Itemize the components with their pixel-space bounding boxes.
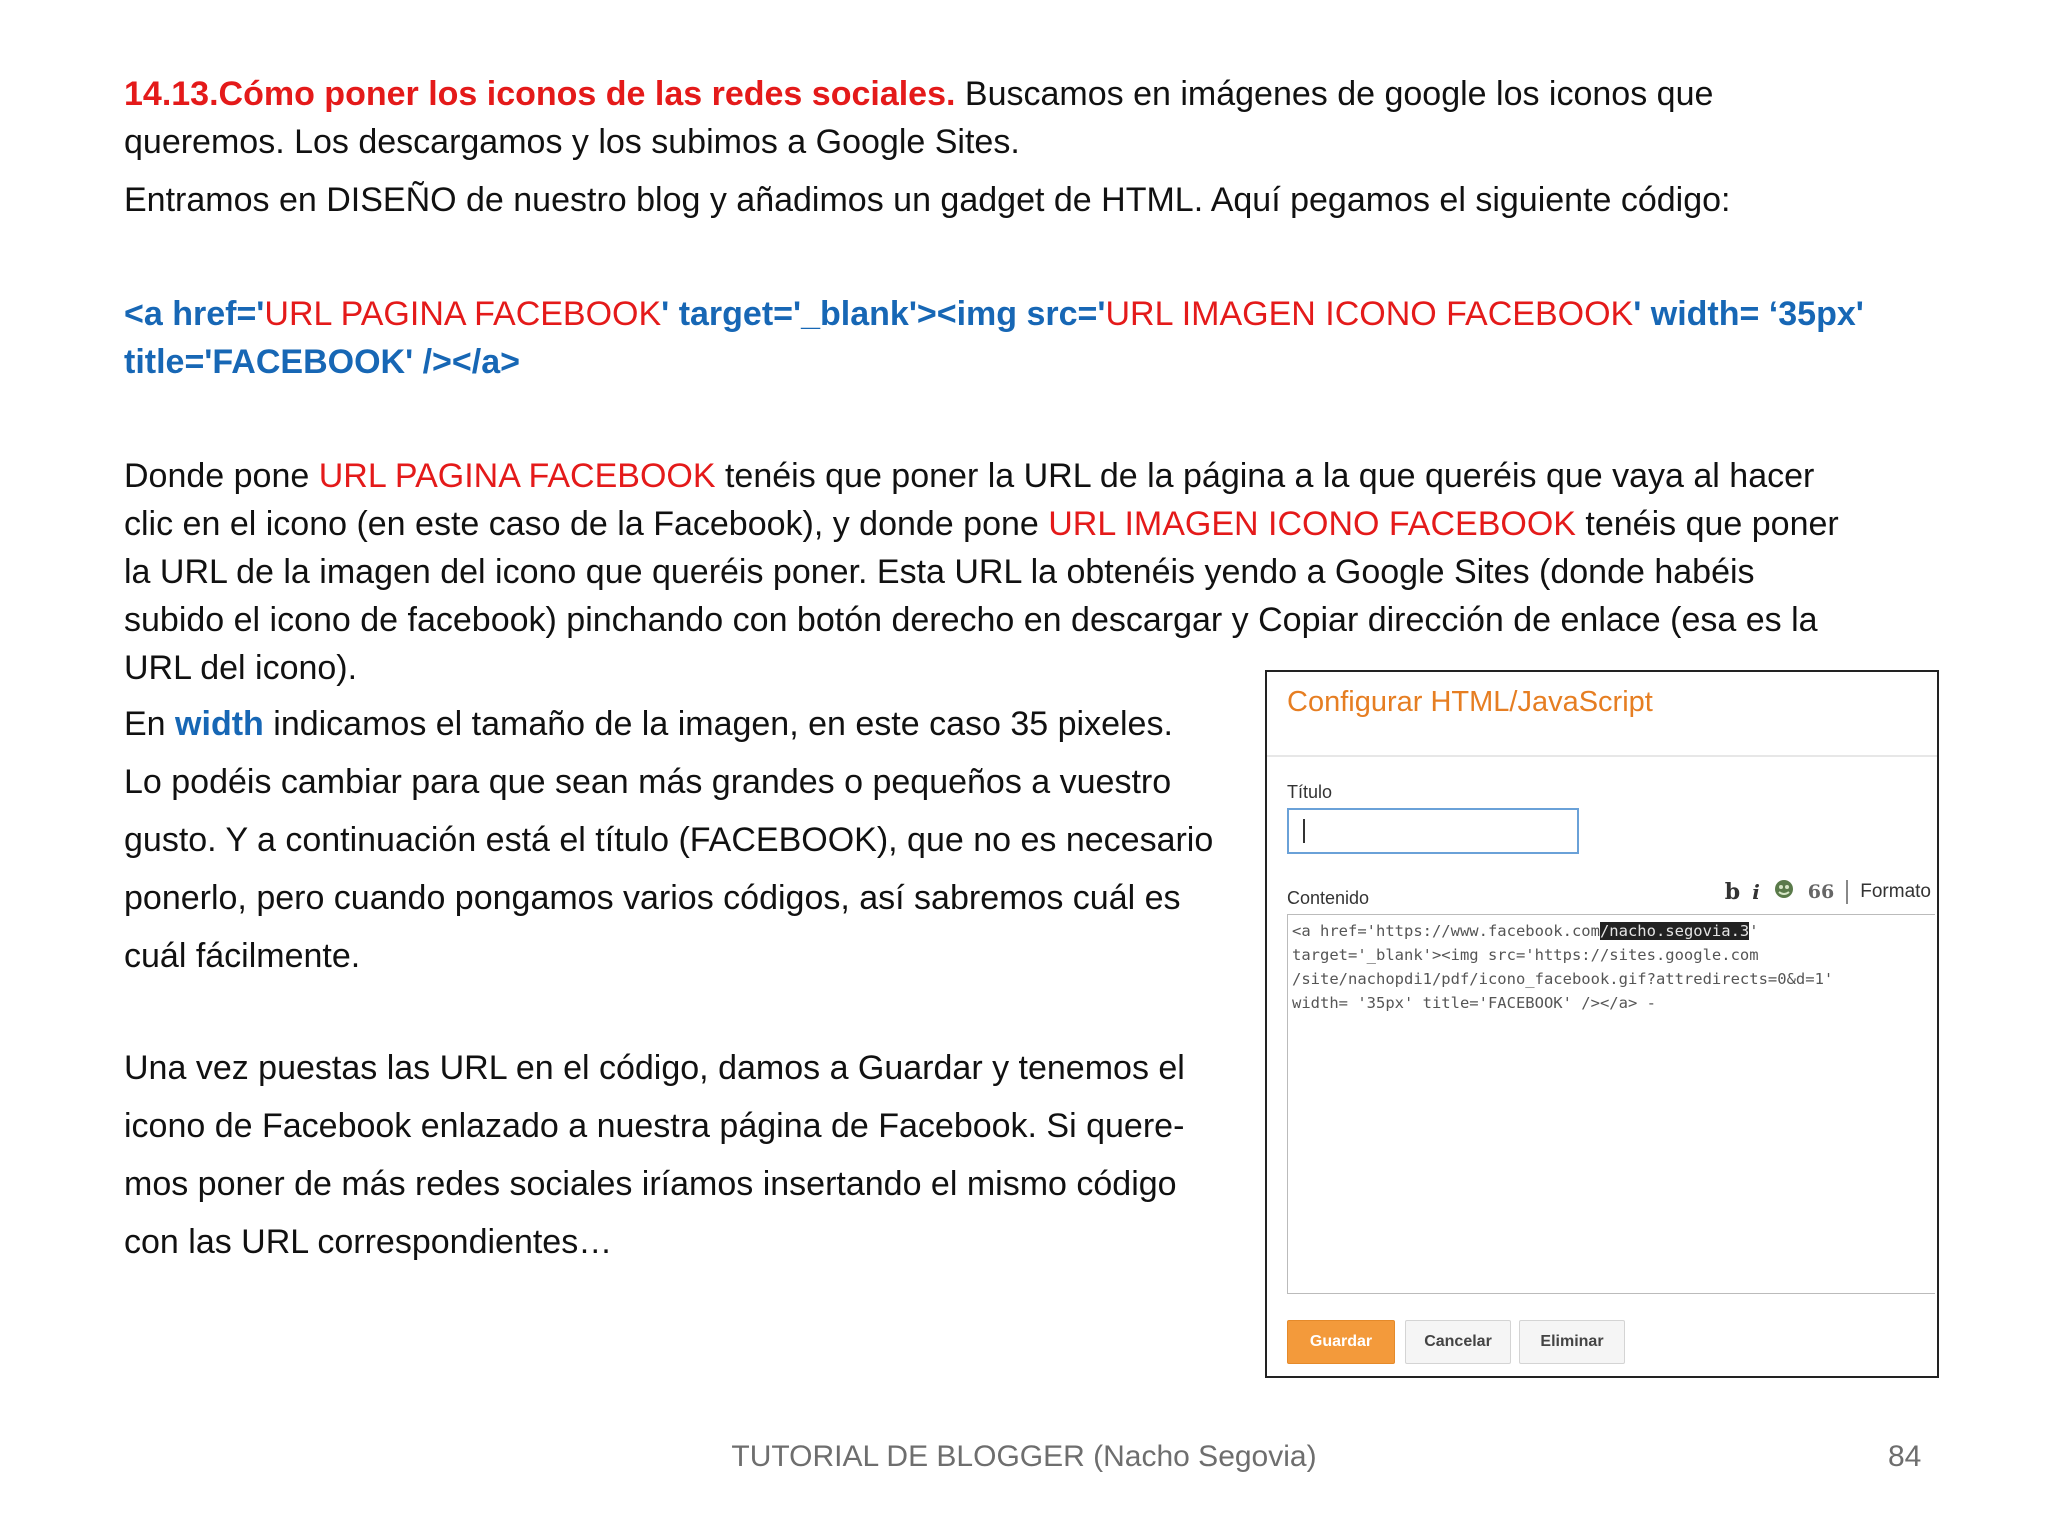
code-line-2: title='FACEBOOK' /></a> <box>124 343 520 381</box>
dialog-divider <box>1267 755 1937 757</box>
quote-button[interactable]: 66 <box>1807 881 1835 903</box>
code-placeholder-icon-url: URL IMAGEN ICONO FACEBOOK <box>1105 295 1634 333</box>
final-line-4: con las URL correspondientes… <box>124 1223 613 1261</box>
format-button[interactable]: Formato <box>1860 881 1931 902</box>
width-line-3: gusto. Y a continuación está el título (FACEBOOK), que no es necesario <box>124 821 1214 859</box>
explanation-line-4: subido el icono de facebook) pinchando con botón derecho en descargar y Copiar dirección de enlace (esa es la <box>124 601 1818 639</box>
code-part: <a href=' <box>124 295 265 333</box>
text-span: En <box>124 705 176 743</box>
intro-line-3: Entramos en DISEÑO de nuestro blog y añadimos un gadget de HTML. Aquí pegamos el siguiente código: <box>124 181 1731 219</box>
code-selection: /nacho.segovia.3 <box>1599 922 1750 940</box>
page-number: 84 <box>1888 1440 1922 1473</box>
code-part: ' width= ‘35px' <box>1633 295 1864 333</box>
explanation-line-3: la URL de la imagen del icono que queréis poner. Esta URL la obtenéis yendo a Google Sites (donde habéis <box>124 553 1755 591</box>
text-span: clic en el icono (en este caso de la Facebook), y donde pone <box>124 505 1049 543</box>
final-line-3: mos poner de más redes sociales iríamos insertando el mismo código <box>124 1165 1177 1203</box>
highlight-icon-url: URL IMAGEN ICONO FACEBOOK <box>1048 505 1576 543</box>
explanation-line-2 <box>124 500 1839 548</box>
text-span: Donde pone <box>124 457 319 495</box>
code-text: <a href='https://www.facebook.com <box>1292 922 1600 940</box>
save-button[interactable]: Guardar <box>1287 1320 1395 1364</box>
final-line-2: icono de Facebook enlazado a nuestra página de Facebook. Si quere- <box>124 1107 1185 1145</box>
delete-button[interactable]: Eliminar <box>1519 1320 1625 1364</box>
code-row: width= '35px' title='FACEBOOK' /></a> - <box>1292 994 1656 1012</box>
intro-line-2: queremos. Los descargamos y los subimos a Google Sites. <box>124 123 1020 161</box>
width-line-2: Lo podéis cambiar para que sean más grandes o pequeños a vuestro <box>124 763 1172 801</box>
contenido-textarea[interactable] <box>1287 914 1935 1294</box>
code-part: ' target='_blank'><img src=' <box>661 295 1106 333</box>
toolbar-separator <box>1846 880 1848 904</box>
final-line-1: Una vez puestas las URL en el código, damos a Guardar y tenemos el <box>124 1049 1185 1087</box>
bold-button[interactable]: b <box>1724 879 1741 905</box>
explanation-line-1 <box>124 452 1814 500</box>
code-placeholder-page-url: URL PAGINA FACEBOOK <box>264 295 662 333</box>
italic-button[interactable]: i <box>1752 880 1760 904</box>
titulo-label: Título <box>1287 782 1333 802</box>
contenido-label: Contenido <box>1287 888 1370 908</box>
code-line-1 <box>124 290 1864 338</box>
width-line-5: cuál fácilmente. <box>124 937 361 975</box>
intro-text: Buscamos en imágenes de google los iconos que <box>955 75 1714 113</box>
dialog-title: Configurar HTML/JavaScript <box>1287 686 1653 718</box>
text-caret <box>1303 819 1305 843</box>
text-span: tenéis que poner la URL de la página a la que queréis que vaya al hacer <box>715 457 1815 495</box>
code-row: target='_blank'><img src='https://sites.google.com <box>1292 946 1759 964</box>
heading-line <box>124 70 1713 118</box>
editor-toolbar <box>1725 878 1931 906</box>
text-span: tenéis que poner <box>1575 505 1839 543</box>
width-line-1 <box>124 700 1173 748</box>
cancel-button[interactable]: Cancelar <box>1405 1320 1511 1364</box>
section-heading: 14.13.Cómo poner los iconos de las redes sociales. <box>124 75 956 113</box>
highlight-page-url: URL PAGINA FACEBOOK <box>318 457 716 495</box>
html-gadget-dialog <box>1265 670 1939 1378</box>
code-row: /site/nachopdi1/pdf/icono_facebook.gif?attredirects=0&d=1' <box>1292 970 1834 988</box>
code-text: ' <box>1749 922 1759 940</box>
highlight-width: width <box>175 705 264 743</box>
image-icon[interactable] <box>1772 877 1796 907</box>
code-row <box>1292 919 1931 943</box>
titulo-input[interactable] <box>1287 808 1579 854</box>
text-span: indicamos el tamaño de la imagen, en este caso 35 pixeles. <box>263 705 1173 743</box>
width-line-4: ponerlo, pero cuando pongamos varios códigos, así sabremos cuál es <box>124 879 1181 917</box>
explanation-line-5: URL del icono). <box>124 649 358 687</box>
footer-text: TUTORIAL DE BLOGGER (Nacho Segovia) <box>731 1440 1317 1473</box>
